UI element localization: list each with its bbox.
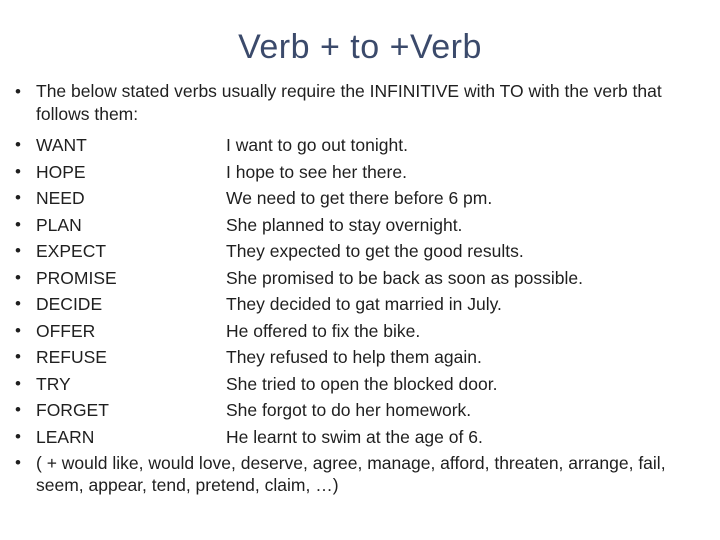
bullet-icon: •	[15, 214, 21, 234]
bullet-icon: •	[15, 82, 21, 101]
bullet-list	[10, 80, 710, 496]
slide-title: Verb + to +Verb	[238, 28, 482, 66]
bullet-icon: •	[15, 188, 21, 207]
note-text: ( + would like, would love, deserve, agree, manage, afford, threaten, arrange, fail, seem, appear, tend, pretend, claim, …)	[36, 453, 666, 495]
bullet-icon: •	[15, 453, 21, 472]
bullet-icon: •	[15, 294, 21, 313]
verb-label: TRY	[36, 373, 71, 394]
bullet-icon: •	[15, 241, 21, 260]
example-sentence: He offered to fix the bike.	[226, 320, 421, 341]
example-sentence: We need to get there before 6 pm.	[226, 188, 493, 208]
verb-item-offer	[10, 318, 710, 345]
example-sentence: She planned to stay overnight.	[226, 214, 463, 235]
bullet-icon: •	[15, 400, 21, 419]
bullet-icon: •	[15, 320, 21, 340]
verb-item-learn	[10, 424, 710, 451]
verb-label: PLAN	[36, 214, 82, 235]
verb-label: HOPE	[36, 161, 86, 182]
verb-item-plan	[10, 212, 710, 239]
verb-label: DECIDE	[36, 294, 103, 314]
verb-item-expect	[10, 238, 710, 265]
example-sentence: I hope to see her there.	[226, 161, 407, 182]
verb-label: PROMISE	[36, 267, 117, 288]
example-sentence: She tried to open the blocked door.	[226, 373, 498, 394]
verb-label: LEARN	[36, 426, 95, 447]
verb-item-promise	[10, 265, 710, 292]
verb-item-try	[10, 371, 710, 398]
verb-label: EXPECT	[36, 241, 107, 261]
note-item	[10, 450, 710, 496]
example-sentence: They decided to gat married in July.	[226, 294, 502, 314]
verb-label: FORGET	[36, 400, 109, 420]
bullet-icon: •	[15, 267, 21, 287]
example-sentence: He learnt to swim at the age of 6.	[226, 426, 483, 447]
example-sentence: They expected to get the good results.	[226, 241, 524, 261]
bullet-icon: •	[15, 161, 21, 181]
verb-item-hope	[10, 159, 710, 186]
example-sentence: I want to go out tonight.	[226, 135, 408, 155]
example-sentence: She forgot to do her homework.	[226, 400, 472, 420]
verb-item-refuse	[10, 344, 710, 371]
bullet-icon: •	[15, 347, 21, 366]
example-sentence: They refused to help them again.	[226, 347, 482, 367]
verb-item-decide	[10, 291, 710, 318]
verb-label: NEED	[36, 188, 85, 208]
bullet-icon: •	[15, 426, 21, 446]
verb-item-want	[10, 132, 710, 159]
bullet-icon: •	[15, 135, 21, 154]
bullet-icon: •	[15, 373, 21, 393]
verb-label: WANT	[36, 135, 87, 155]
verb-label: OFFER	[36, 320, 96, 341]
intro-item	[10, 80, 710, 132]
verb-item-forget	[10, 397, 710, 424]
example-sentence: She promised to be back as soon as possible.	[226, 267, 584, 288]
intro-text: The below stated verbs usually require the INFINITIVE with TO with the verb that follows them:	[36, 81, 662, 124]
verb-item-need	[10, 185, 710, 212]
verb-label: REFUSE	[36, 347, 107, 367]
